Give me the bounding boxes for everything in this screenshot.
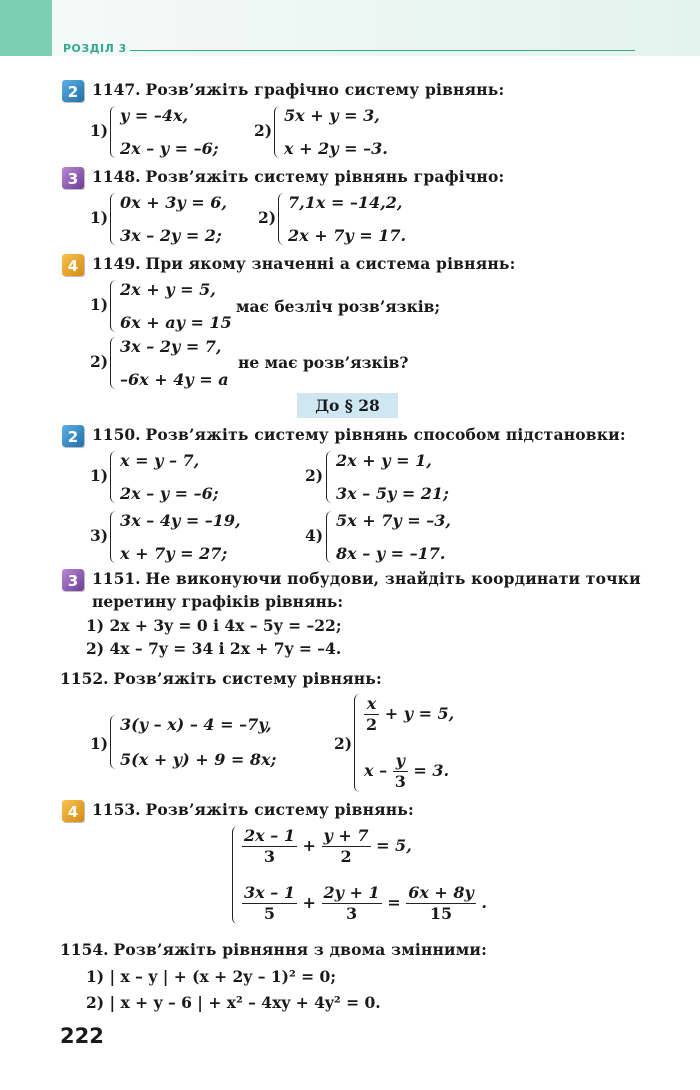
task-line: 2) 4x – 7y = 34 і 2x + 7y = –4.: [86, 639, 342, 658]
item-label: 4): [305, 526, 324, 545]
equation: [364, 751, 449, 792]
equation-rest: = 3.: [413, 761, 450, 780]
page-number: 222: [60, 1024, 104, 1048]
fraction: [364, 694, 379, 735]
chapter-title: РОЗДІЛ 3: [63, 42, 127, 55]
brace: [110, 280, 119, 332]
denominator: 5: [263, 904, 276, 923]
equation-system: [326, 451, 466, 503]
task-1148-heading: [92, 167, 504, 186]
brace: [326, 511, 335, 563]
numerator: y + 7: [323, 826, 369, 845]
numerator: x: [364, 694, 379, 715]
brace: [110, 715, 119, 769]
equation: 2x + y = 5,: [120, 280, 216, 299]
equation: [242, 883, 487, 924]
equation-system: [110, 280, 235, 332]
denominator: 3: [394, 772, 406, 791]
task-1152-heading: [60, 669, 382, 688]
operator: +: [302, 893, 316, 912]
item-label: 1): [90, 295, 109, 314]
task-number: 1154.: [60, 940, 109, 959]
section-label: До § 28: [297, 393, 398, 418]
level-4-badge: 4: [62, 254, 84, 276]
equation-system: [278, 193, 418, 245]
equation: 7,1x = –14,2,: [288, 193, 403, 212]
task-1147-heading: [92, 80, 504, 99]
header-band: [52, 0, 700, 56]
header-divider: [130, 50, 635, 51]
denominator: 2: [366, 715, 378, 734]
task-number: 1153.: [92, 800, 141, 819]
equation: 2x + 7y = 17.: [288, 226, 407, 245]
equation-rest: + y = 5,: [384, 704, 455, 723]
equation: y = –4x,: [120, 106, 189, 125]
task-text: При якому значенні a система рівнянь:: [145, 254, 516, 273]
equation-system: [110, 337, 235, 389]
brace: [354, 694, 363, 792]
equation-rest: = 5,: [376, 836, 412, 855]
brace: [110, 451, 119, 503]
equation: [364, 694, 454, 735]
brace: [274, 106, 283, 158]
brace: [232, 826, 241, 924]
fraction: [242, 883, 297, 924]
task-1150-heading: [92, 425, 626, 444]
brace: [110, 511, 119, 563]
equation: 3(y – x) – 4 = –7y,: [120, 715, 272, 734]
operator: +: [302, 836, 316, 855]
equation-system: [274, 106, 414, 158]
task-text: Розв’яжіть систему рівнянь графічно:: [145, 167, 505, 186]
item-label: 2): [254, 121, 273, 140]
equation-system: [110, 451, 250, 503]
denominator: 3: [346, 904, 358, 923]
task-1149-heading: [92, 254, 516, 273]
level-2-badge: 2: [62, 425, 84, 447]
item-label: 2): [258, 208, 277, 227]
equation-system: [110, 106, 250, 158]
task-number: 1147.: [92, 80, 141, 99]
numerator: 2x – 1: [244, 826, 295, 845]
task-text: Не виконуючи побудови, знайдіть координати точки: [145, 569, 641, 588]
numerator: 6x + 8y: [408, 883, 474, 902]
task-number: 1152.: [60, 669, 109, 688]
denominator: 2: [340, 847, 352, 866]
task-number: 1148.: [92, 167, 141, 186]
chapter-tab: [0, 0, 52, 56]
item-label: 2): [90, 352, 109, 371]
item-label: 1): [90, 466, 109, 485]
equation: 8x – y = –17.: [336, 544, 446, 563]
task-text-continued: перетину графіків рівнянь:: [92, 592, 344, 611]
equation: x = y – 7,: [120, 451, 200, 470]
task-line: 1) 2x + 3y = 0 і 4x – 5y = –22;: [86, 616, 342, 635]
fraction: [242, 826, 297, 867]
fraction: [393, 751, 408, 792]
numerator: 2y + 1: [323, 883, 380, 902]
equation: 5x + y = 3,: [284, 106, 380, 125]
task-number: 1150.: [92, 425, 141, 444]
task-text: Розв’яжіть рівняння з двома змінними:: [113, 940, 488, 959]
numerator: y: [393, 751, 408, 772]
equation: 3x – 2y = 2;: [120, 226, 222, 245]
equation: 6x + ay = 15: [120, 313, 232, 332]
equation: [242, 826, 412, 867]
equals-sign: =: [387, 893, 401, 912]
task-text: Розв’яжіть систему рівнянь:: [113, 669, 382, 688]
item-label: 1): [90, 734, 109, 753]
task-text: Розв’яжіть систему рівнянь способом підстановки:: [145, 425, 626, 444]
level-3-badge: 3: [62, 167, 84, 189]
brace: [278, 193, 287, 245]
level-3-badge: 3: [62, 569, 84, 591]
equation: 3x – 5y = 21;: [336, 484, 449, 503]
fraction: [406, 883, 476, 924]
brace: [110, 337, 119, 389]
equation-system: [232, 826, 487, 924]
denominator: 3: [263, 847, 276, 866]
brace: [110, 106, 119, 158]
equation-system: [110, 193, 250, 245]
equation: x + 2y = –3.: [284, 139, 388, 158]
equation: 5x + 7y = –3,: [336, 511, 451, 530]
equation-end: .: [481, 893, 487, 912]
denominator: 15: [429, 904, 453, 923]
task-1151-heading: [92, 569, 641, 588]
item-label: 1): [90, 208, 109, 227]
item-label: 3): [90, 526, 109, 545]
fraction: [322, 883, 382, 924]
task-1154-heading: [60, 940, 487, 959]
equation: 5(x + y) + 9 = 8x;: [120, 750, 277, 769]
task-line: 2) | x + y – 6 | + x² – 4xy + 4y² = 0.: [86, 993, 381, 1012]
condition-text: має безліч розв’язків;: [236, 297, 441, 316]
equation: 2x – y = –6;: [120, 484, 219, 503]
item-label: 1): [90, 121, 109, 140]
level-2-badge: 2: [62, 80, 84, 102]
equation-system: [326, 511, 466, 563]
equation-system: [354, 694, 474, 792]
equation: 2x – y = –6;: [120, 139, 219, 158]
equation-lead: x –: [364, 761, 388, 780]
equation: 3x – 4y = –19,: [120, 511, 241, 530]
task-number: 1149.: [92, 254, 141, 273]
task-text: Розв’яжіть систему рівнянь:: [145, 800, 414, 819]
fraction: [322, 826, 371, 867]
task-1153-heading: [92, 800, 414, 819]
equation-system: [110, 511, 250, 563]
equation: x + 7y = 27;: [120, 544, 228, 563]
task-number: 1151.: [92, 569, 141, 588]
numerator: 3x – 1: [244, 883, 295, 902]
level-4-badge: 4: [62, 800, 84, 822]
equation: 3x – 2y = 7,: [120, 337, 222, 356]
brace: [326, 451, 335, 503]
brace: [110, 193, 119, 245]
equation: 0x + 3y = 6,: [120, 193, 227, 212]
task-text: Розв’яжіть графічно систему рівнянь:: [145, 80, 505, 99]
condition-text: не має розв’язків?: [238, 353, 409, 372]
equation: –6x + 4y = a: [120, 370, 229, 389]
equation: 2x + y = 1,: [336, 451, 432, 470]
item-label: 2): [305, 466, 324, 485]
task-line: 1) | x – y | + (x + 2y – 1)² = 0;: [86, 967, 337, 986]
item-label: 2): [334, 734, 353, 753]
equation-system: [110, 715, 285, 769]
